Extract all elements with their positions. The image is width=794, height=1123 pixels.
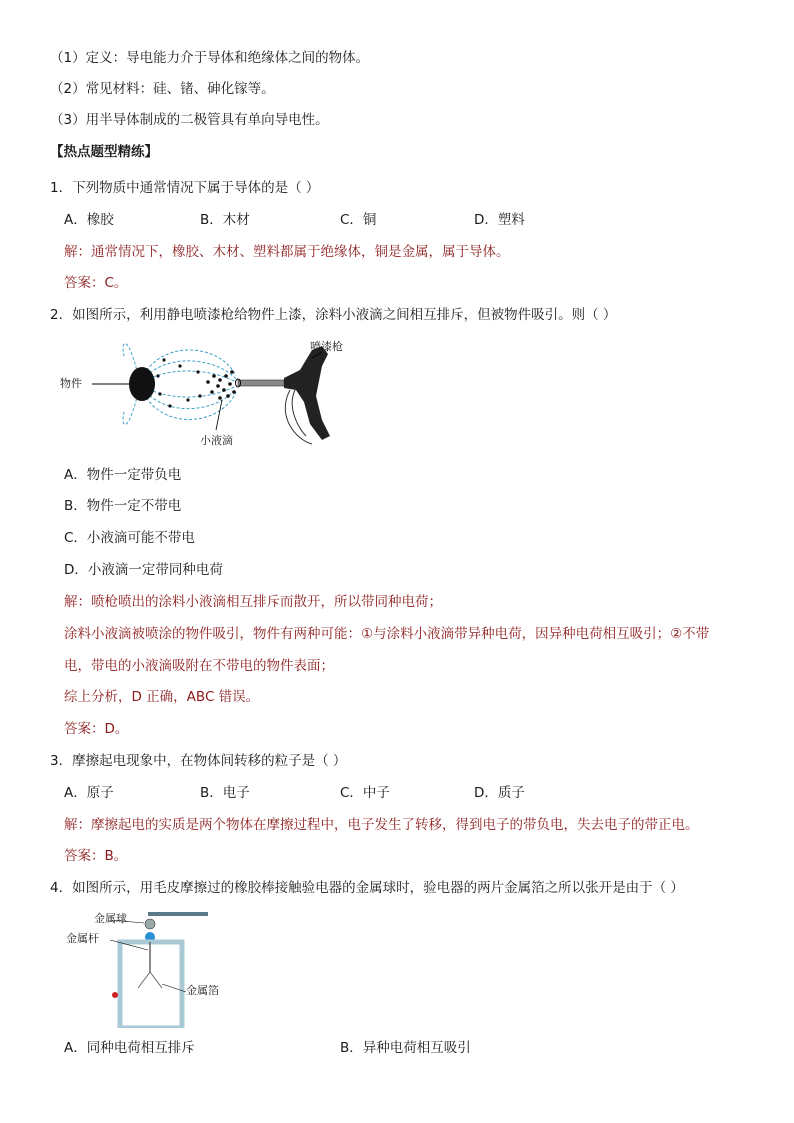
q2-explanation-4: 综上分析，D 正确，ABC 错误。: [64, 689, 260, 705]
q2-option-b: B．物件一定不带电: [64, 498, 182, 514]
metal-ball: [145, 919, 155, 929]
q1-option-c: C．铜: [340, 212, 377, 228]
q2-option-c: C．小液滴可能不带电: [64, 530, 195, 546]
q4-option-b: B．异种电荷相互吸引: [340, 1040, 471, 1056]
q1-stem: 1．下列物质中通常情况下属于导体的是（ ）: [50, 180, 320, 196]
q1-explanation: 解：通常情况下，橡胶、木材、塑料都属于绝缘体，铜是金属，属于导体。: [64, 244, 510, 260]
electroscope-frame: [120, 942, 182, 1028]
gun-nozzle: [238, 380, 284, 386]
q1-option-b: B．木材: [200, 212, 250, 228]
q3-option-a: A．原子: [64, 785, 114, 801]
q1-answer: 答案：C。: [64, 275, 128, 291]
q2-option-d: D．小液滴一定带同种电荷: [64, 562, 223, 578]
intro-materials: （2）常见材料：硅、锗、砷化镓等。: [50, 81, 275, 97]
q3-option-c: C．中子: [340, 785, 390, 801]
label-droplet: 小液滴: [200, 434, 233, 447]
rubber-rod: [148, 912, 208, 916]
intro-definition: （1）定义：导电能力介于导体和绝缘体之间的物体。: [50, 50, 370, 66]
q2-answer: 答案：D。: [64, 721, 129, 737]
q4-option-a: A．同种电荷相互排斥: [64, 1040, 195, 1056]
frame-knob: [112, 992, 118, 998]
metal-foils: [138, 972, 162, 988]
q3-explanation: 解：摩擦起电的实质是两个物体在摩擦过程中，电子发生了转移，得到电子的带负电，失去电子的带正电。: [64, 817, 699, 833]
label-spray-gun: 喷漆枪: [310, 340, 343, 353]
q3-option-d: D．质子: [474, 785, 525, 801]
q2-explanation-2: 涂料小液滴被喷涂的物件吸引，物件有两种可能：①与涂料小液滴带异种电荷，因异种电荷相互吸引；②不带: [64, 626, 710, 642]
q1-option-a: A．橡胶: [64, 212, 114, 228]
electroscope-figure: [64, 910, 244, 1028]
q4-stem: 4．如图所示，用毛皮摩擦过的橡胶棒接触验电器的金属球时，验电器的两片金属箔之所以张开是由于（ ）: [50, 880, 684, 896]
droplet-pointer-line: [216, 400, 222, 430]
section-heading: 【热点题型精练】: [50, 144, 158, 160]
spray-gun-figure: [60, 336, 360, 454]
label-object: 物件: [60, 377, 82, 390]
label-metal-ball: 金属球: [94, 912, 127, 925]
q2-stem: 2．如图所示，利用静电喷漆枪给物件上漆，涂料小液滴之间相互排斥，但被物件吸引。则（ ）: [50, 307, 617, 323]
q2-explanation-3: 电，带电的小液滴吸附在不带电的物件表面；: [64, 658, 334, 674]
q2-explanation-1: 解：喷枪喷出的涂料小液滴相互排斥而散开，所以带同种电荷；: [64, 594, 442, 610]
q1-option-d: D．塑料: [474, 212, 525, 228]
q3-option-b: B．电子: [200, 785, 250, 801]
q3-answer: 答案：B。: [64, 848, 128, 864]
q3-stem: 3．摩擦起电现象中，在物体间转移的粒子是（ ）: [50, 753, 347, 769]
q2-option-a: A．物件一定带负电: [64, 467, 182, 483]
electroscope-diagram: [64, 910, 244, 1028]
object-body: [129, 367, 155, 401]
gun-body: [284, 346, 330, 440]
droplets: [156, 358, 235, 407]
intro-diode: （3）用半导体制成的二极管具有单向导电性。: [50, 112, 329, 128]
label-metal-rod: 金属杆: [66, 932, 99, 945]
label-metal-foil: 金属箔: [186, 984, 219, 997]
